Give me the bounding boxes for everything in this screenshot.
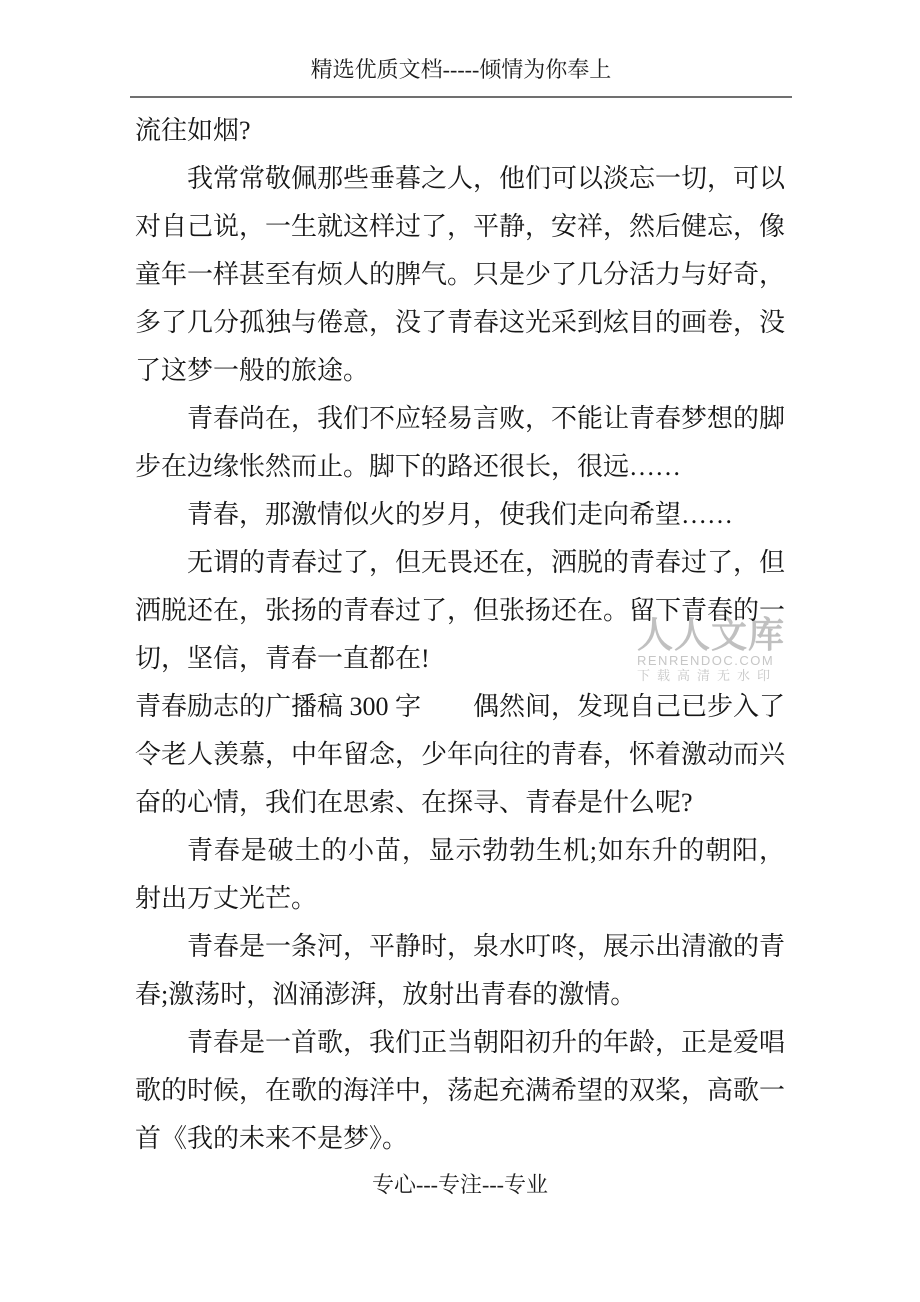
page-header: 精选优质文档-----倾情为你奉上: [130, 55, 792, 98]
watermark-brand-logo: 人人文库: [637, 614, 786, 655]
paragraph: 我常常敬佩那些垂暮之人，他们可以淡忘一切，可以对自己说，一生就这样过了，平静，安祥，然后健忘，像童年一样甚至有烦人的脾气。只是少了几分活力与好奇，多了几分孤独与倦意，没了青春这光采到炫目的画卷，没了这梦一般的旅途。: [135, 164, 786, 385]
paragraph: 流往如烟?: [135, 116, 251, 145]
page-footer: 专心---专注---专业: [372, 1172, 548, 1197]
paragraph: 青春是一条河，平静时，泉水叮咚，展示出清澈的青春;激荡时，汹涌澎湃，放射出青春的激情。: [135, 932, 786, 1009]
paragraph: 青春，那激情似火的岁月，使我们走向希望……: [187, 500, 734, 529]
paragraph: 无谓的青春过了，但无畏还在，洒脱的青春过了，但洒脱还在，张扬的青春过了，但张扬还在。留下青春的一切，坚信，青春一直都在!: [135, 548, 786, 673]
watermark-domain: RENRENDOC.COM: [637, 653, 775, 668]
document-body: [135, 107, 785, 1163]
paragraph: 青春是破土的小苗，显示勃勃生机;如东升的朝阳，射出万丈光芒。: [135, 836, 785, 913]
paragraph: 青春尚在，我们不应轻易言败，不能让青春梦想的脚步在边缘怅然而止。脚下的路还很长，很远……: [135, 404, 786, 481]
watermark-tagline: 下载高清无水印: [637, 668, 778, 683]
paragraph: 青春是一首歌，我们正当朝阳初升的年龄，正是爱唱歌的时候，在歌的海洋中，荡起充满希望的双桨，高歌一首《我的未来不是梦》。: [135, 1028, 786, 1153]
paragraph: 青春励志的广播稿 300 字 偶然间，发现自己已步入了令老人羡慕，中年留念，少年向往的青春，怀着激动而兴奋的心情，我们在思索、在探寻、青春是什么呢?: [135, 692, 786, 817]
